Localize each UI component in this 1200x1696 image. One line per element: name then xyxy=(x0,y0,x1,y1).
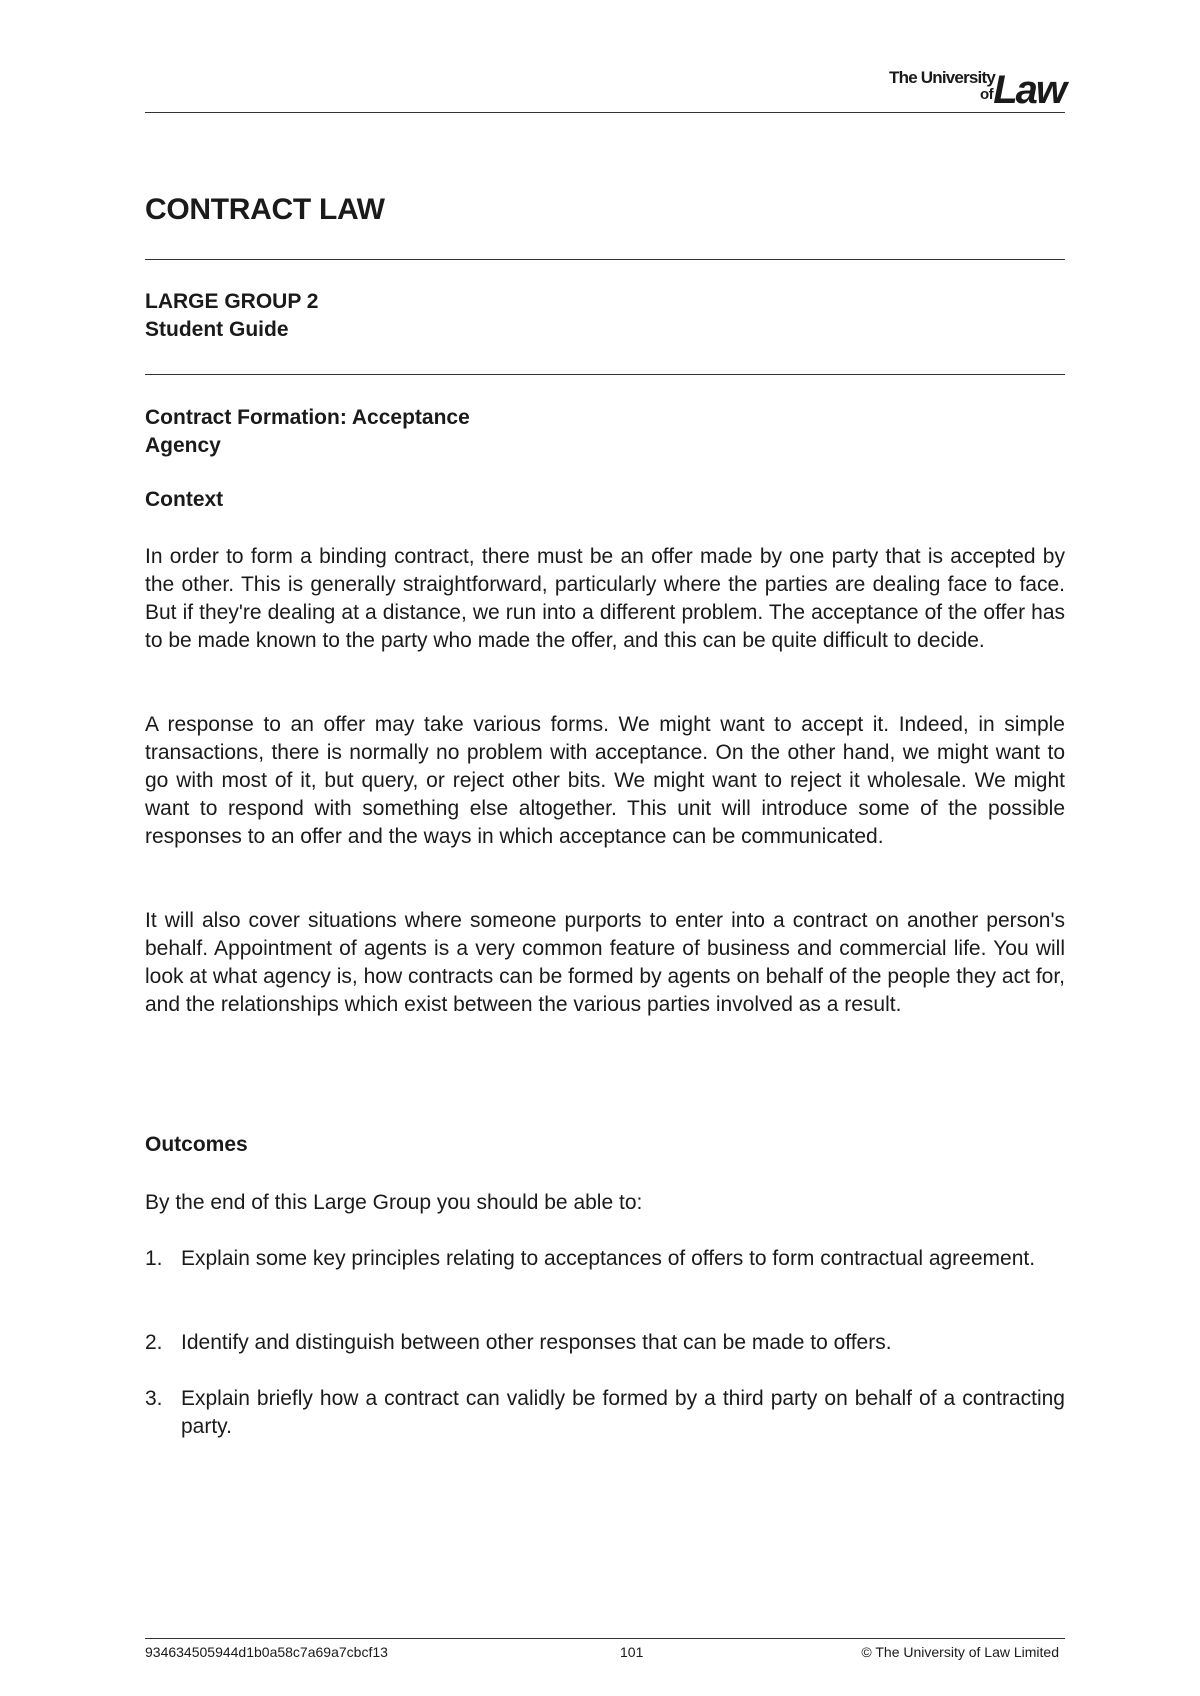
outcome-number: 2. xyxy=(145,1331,163,1354)
page-title: CONTRACT LAW xyxy=(145,193,385,226)
document-page xyxy=(145,0,1065,1696)
logo-of: of xyxy=(980,86,993,103)
footer-rule xyxy=(145,1638,1065,1639)
document-id: 934634505944d1b0a58c7a69a7cbcf13 xyxy=(145,1644,388,1660)
topic-block xyxy=(145,404,1065,460)
context-heading: Context xyxy=(145,488,224,511)
header-rule xyxy=(145,112,1065,113)
topic-line1: Contract Formation: Acceptance xyxy=(145,406,470,429)
logo-line1: The University xyxy=(889,68,995,87)
page-number: 101 xyxy=(620,1644,644,1660)
university-of-law-logo xyxy=(845,64,1065,112)
outcomes-intro: By the end of this Large Group you should be able to: xyxy=(145,1191,643,1214)
copyright-notice: © The University of Law Limited xyxy=(861,1644,1059,1660)
subtitle-line2: Student Guide xyxy=(145,318,289,341)
outcomes-heading: Outcomes xyxy=(145,1133,248,1156)
outcome-number: 1. xyxy=(145,1247,163,1270)
subtitle-block xyxy=(145,288,1065,344)
logo-law: Law xyxy=(993,68,1065,112)
outcome-number: 3. xyxy=(145,1387,163,1410)
context-paragraph-3: It will also cover situations where someone purports to enter into a contract on another person's behalf. Appointment of agents is a very common feature of business and commercial life. You will look at what agency is, how contracts can be formed by agents on behalf of the people they act for, and the relationships which exist between the various parties involved as a result. xyxy=(145,909,1065,1016)
outcome-item xyxy=(145,1245,1065,1273)
title-rule xyxy=(145,259,1065,260)
outcome-text: Explain briefly how a contract can validly be formed by a third party on behalf of a contracting party. xyxy=(181,1387,1065,1438)
outcome-text: Explain some key principles relating to acceptances of offers to form contractual agreement. xyxy=(181,1247,1036,1270)
topic-line2: Agency xyxy=(145,434,221,457)
subtitle-line1: LARGE GROUP 2 xyxy=(145,290,319,313)
outcome-item xyxy=(145,1329,1065,1357)
subtitle-rule xyxy=(145,374,1065,375)
context-paragraph-2: A response to an offer may take various forms. We might want to accept it. Indeed, in simple transactions, there is normally no problem with acceptance. On the other hand, we might want to go with most of it, but query, or reject other bits. We might want to reject it wholesale. We might want to respond with something else altogether. This unit will introduce some of the possible responses to an offer and the ways in which acceptance can be communicated. xyxy=(145,713,1065,848)
outcome-item xyxy=(145,1385,1065,1441)
context-paragraph-1: In order to form a binding contract, there must be an offer made by one party that is accepted by the other. This is generally straightforward, particularly where the parties are dealing face to face. But if they're dealing at a distance, we run into a different problem. The acceptance of the offer has to be made known to the party who made the offer, and this can be quite difficult to decide. xyxy=(145,545,1065,652)
outcome-text: Identify and distinguish between other responses that can be made to offers. xyxy=(181,1331,892,1354)
